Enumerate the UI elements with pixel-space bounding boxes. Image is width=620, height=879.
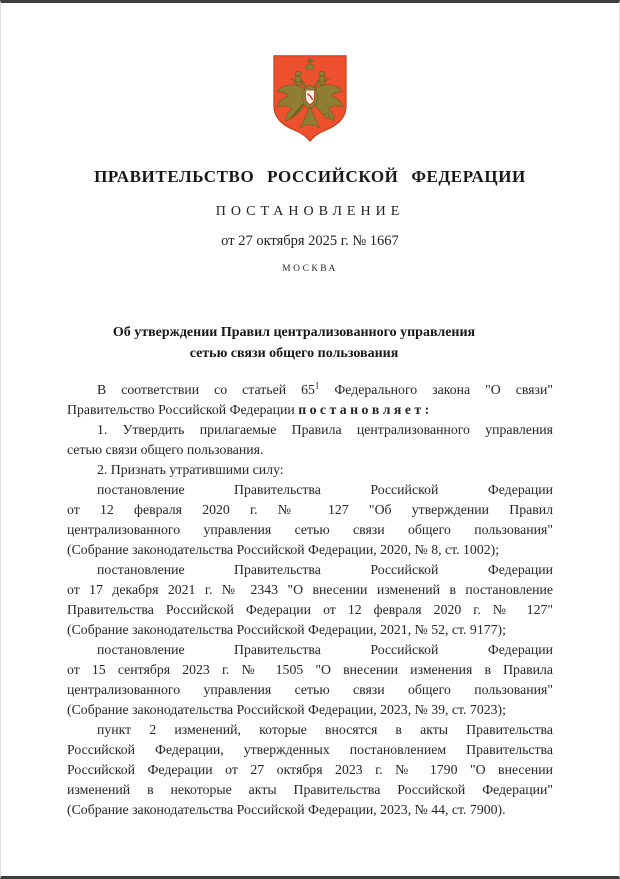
text-line <box>67 460 553 480</box>
russia-coat-of-arms-icon <box>266 51 354 145</box>
text-line <box>67 500 553 520</box>
text-run: централизованного управления сетью связи общего пользования" <box>67 522 553 537</box>
text-line <box>67 600 553 620</box>
text-line <box>67 380 553 400</box>
bold-text: п о с т а н о в л я е т : <box>298 402 430 417</box>
text-line <box>67 780 553 800</box>
text-run: 1. Утвердить прилагаемые Правила централизованного управления <box>97 422 553 437</box>
document-title-line-2: сетью связи общего пользования <box>189 346 399 361</box>
text-line <box>67 620 553 640</box>
text-line <box>67 640 553 660</box>
text-line <box>67 580 553 600</box>
text-line <box>67 560 553 580</box>
text-run: Федерального закона "О связи" <box>319 382 553 397</box>
text-run: сетью связи общего пользования. <box>67 442 264 457</box>
text-run: постановление Правительства Российской Федерации <box>97 642 553 657</box>
text-line <box>67 720 553 740</box>
text-line <box>67 400 553 420</box>
text-run: постановление Правительства Российской Федерации <box>97 562 553 577</box>
text-run: (Собрание законодательства Российской Федерации, 2023, № 39, ст. 7023); <box>67 702 506 717</box>
text-run: Правительства Российской Федерации от 12 февраля 2020 г. № 127" <box>67 602 553 617</box>
document-type: ПОСТАНОВЛЕНИЕ <box>215 204 405 219</box>
text-line <box>67 440 553 460</box>
text-run: 2. Признать утратившими силу: <box>97 462 284 477</box>
text-run: Российской Федерации от 27 октября 2023 г. № 1790 "О внесении <box>67 762 553 777</box>
paragraph <box>67 460 553 480</box>
text-line <box>67 800 553 820</box>
body-paragraphs <box>67 380 553 820</box>
text-run: пункт 2 изменений, которые вносятся в акты Правительства <box>97 722 553 737</box>
document-title-line-1: Об утверждении Правил централизованного управления <box>112 325 476 340</box>
paragraph <box>67 480 553 560</box>
city-label: МОСКВА <box>282 264 338 274</box>
text-run: от 17 декабря 2021 г. № 2343 "О внесении изменений в постановление <box>67 582 553 597</box>
text-line <box>67 700 553 720</box>
text-run: (Собрание законодательства Российской Федерации, 2021, № 52, ст. 9177); <box>67 622 506 637</box>
paragraph <box>67 720 553 820</box>
text-line <box>67 680 553 700</box>
paragraph <box>67 420 553 460</box>
paragraph <box>67 380 553 420</box>
text-run: (Собрание законодательства Российской Федерации, 2023, № 44, ст. 7900). <box>67 802 506 817</box>
paragraph <box>67 560 553 640</box>
text-line <box>67 740 553 760</box>
text-line <box>67 480 553 500</box>
text-run: изменений в некоторые акты Правительства Российской Федерации" <box>67 782 553 797</box>
emblem-container <box>1 51 619 145</box>
text-line <box>67 520 553 540</box>
text-run: Российской Федерации, утвержденных постановлением Правительства <box>67 742 553 757</box>
superscript-text: 1 <box>314 380 320 391</box>
text-line <box>67 540 553 560</box>
text-line <box>67 760 553 780</box>
document-title <box>1 322 619 364</box>
text-line <box>67 660 553 680</box>
text-run: Правительство Российской Федерации <box>67 402 299 417</box>
text-run: В соответствии со статьей 65 <box>97 382 315 397</box>
text-run: от 15 сентября 2023 г. № 1505 "О внесении изменения в Правила <box>67 662 553 677</box>
date-number-line: от 27 октября 2025 г. № 1667 <box>221 233 399 249</box>
text-line <box>67 420 553 440</box>
text-run: постановление Правительства Российской Федерации <box>97 482 553 497</box>
text-run: (Собрание законодательства Российской Федерации, 2020, № 8, ст. 1002); <box>67 542 500 557</box>
paragraph <box>67 640 553 720</box>
text-run: централизованного управления сетью связи общего пользования" <box>67 682 553 697</box>
authority-title: ПРАВИТЕЛЬСТВО РОССИЙСКОЙ ФЕДЕРАЦИИ <box>94 167 526 186</box>
text-run: от 12 февраля 2020 г. № 127 "Об утверждении Правил <box>67 502 553 517</box>
